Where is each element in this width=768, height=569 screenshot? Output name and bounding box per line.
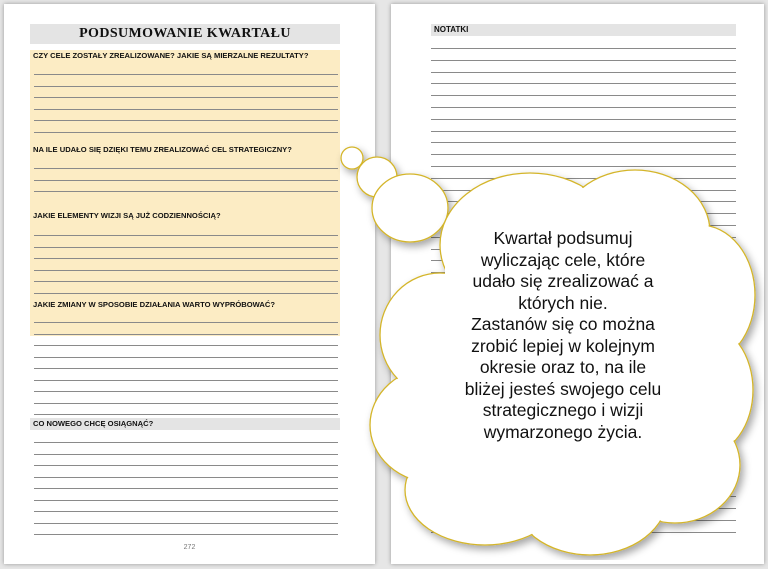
callout-text	[428, 228, 698, 443]
writing-line	[34, 442, 338, 443]
writing-line	[34, 97, 338, 98]
callout-line: Zastanów się co można	[471, 314, 655, 334]
callout-line: udało się zrealizować a	[472, 271, 654, 291]
writing-line	[34, 258, 338, 259]
writing-line	[34, 403, 338, 404]
writing-line	[34, 235, 338, 236]
writing-line	[34, 270, 338, 271]
writing-line	[431, 48, 736, 49]
writing-line	[34, 488, 338, 489]
writing-line	[34, 391, 338, 392]
writing-line	[431, 95, 736, 96]
writing-line	[34, 86, 338, 87]
writing-line	[431, 60, 736, 61]
callout-line: których nie.	[518, 292, 608, 313]
writing-line	[34, 132, 338, 133]
writing-line	[34, 191, 338, 192]
writing-line	[34, 523, 338, 524]
writing-line	[34, 368, 338, 369]
writing-line	[34, 511, 338, 512]
question-new-goals: CO NOWEGO CHCĘ OSIĄGNĄĆ?	[30, 418, 340, 430]
writing-line	[34, 334, 338, 335]
writing-line	[34, 380, 338, 381]
writing-line	[431, 131, 736, 132]
callout-line: wymarzonego życia.	[483, 421, 643, 442]
writing-line	[34, 500, 338, 501]
writing-line	[34, 281, 338, 282]
callout-line: bliżej jesteś swojego celu	[464, 378, 662, 399]
page-title: PODSUMOWANIE KWARTAŁU	[30, 24, 340, 44]
question-goals-achieved: CZY CELE ZOSTAŁY ZREALIZOWANE? JAKIE SĄ MIERZALNE REZULTATY?	[33, 51, 309, 60]
callout-line: wyliczając cele, które	[480, 249, 646, 270]
writing-line	[431, 83, 736, 84]
writing-line	[34, 293, 338, 294]
writing-line	[34, 180, 338, 181]
callout-line: Kwartał podsumuj	[493, 228, 633, 248]
callout-line: okresie oraz to, na ile	[479, 357, 647, 377]
writing-line	[34, 454, 338, 455]
question-changes-to-try: JAKIE ZMIANY W SPOSOBIE DZIAŁANIA WARTO WYPRÓBOWAĆ?	[33, 300, 276, 309]
writing-line	[34, 357, 338, 358]
writing-line	[34, 168, 338, 169]
writing-line	[34, 477, 338, 478]
writing-line	[34, 109, 338, 110]
writing-line	[431, 119, 736, 120]
notes-header: NOTATKI	[431, 24, 736, 36]
writing-line	[34, 534, 338, 535]
writing-line	[34, 465, 338, 466]
writing-line	[34, 74, 338, 75]
callout-line: strategicznego i wizji	[482, 400, 644, 420]
thought-bubble-small	[341, 147, 363, 169]
question-vision-elements: JAKIE ELEMENTY WIZJI SĄ JUŻ CODZIENNOŚCIĄ?	[33, 211, 221, 220]
writing-line	[34, 120, 338, 121]
writing-line	[34, 345, 338, 346]
writing-line	[431, 107, 736, 108]
writing-line	[34, 247, 338, 248]
callout-line: zrobić lepiej w kolejnym	[471, 335, 655, 356]
left-page	[4, 4, 375, 564]
writing-line	[34, 414, 338, 415]
page-number-left: 272	[183, 544, 196, 551]
question-strategic-goal: NA ILE UDAŁO SIĘ DZIĘKI TEMU ZREALIZOWAĆ CEL STRATEGICZNY?	[33, 145, 292, 154]
writing-line	[34, 322, 338, 323]
writing-line	[431, 72, 736, 73]
